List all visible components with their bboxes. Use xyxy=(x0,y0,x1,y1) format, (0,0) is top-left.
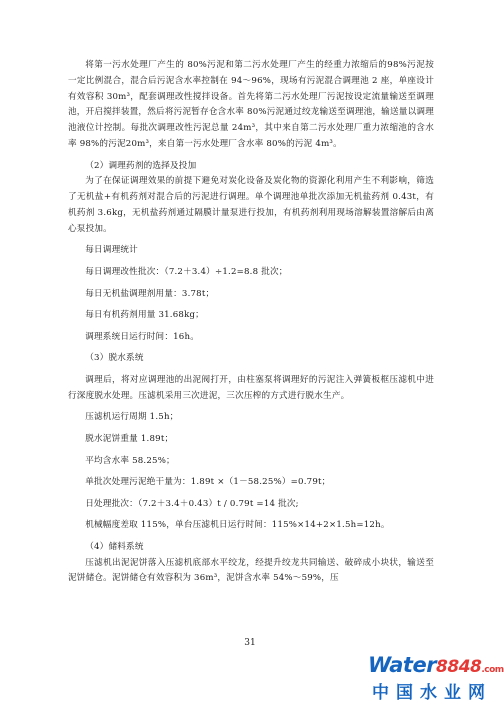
line-press-cycle: 压滤机运行周期 1.5h； xyxy=(85,412,179,423)
line-daily-batches: 每日调理改性批次：（7.2＋3.4）÷1.2=8.8 批次； xyxy=(85,266,288,277)
section-heading-storage: （4）储料系统 xyxy=(85,541,144,552)
subheading-daily-stats: 每日调理统计 xyxy=(85,245,138,256)
line-daily-press-batches: 日处理批次：（7.2＋3.4＋0.43）t / 0.79t =14 批次; xyxy=(85,498,299,509)
logo-chinese-name: 中国水业网 xyxy=(372,683,492,703)
line-organic-dosage: 每日有机药剂用量 31.68kg； xyxy=(85,310,204,321)
body-text xyxy=(68,58,434,587)
paragraph-conditioning-agents: 为了在保证调理效果的前提下避免对炭化设备及炭化物的资源化利用产生不利影响，筛选了无机盐+有机药剂对混合后的污泥进行调理。单个调理池单批次添加无机盐药剂 0.43t，有机药剂 3.6kg，无机盐药剂通过隔膜计量泵进行投加，有机药剂利用现场溶解装置溶解后由离心泵投加。 xyxy=(68,176,434,234)
paragraph-storage: 压滤机出泥泥饼落入压滤机底部水平绞龙，经提升绞龙共同输送、破碎成小块状，输送至泥饼储仓。泥饼储仓有效容积为 36m³，泥饼含水率 54%～59%，压 xyxy=(68,557,434,584)
logo-domain-suffix: .com xyxy=(481,665,504,675)
line-moisture-content: 平均含水率 58.25%； xyxy=(85,455,175,466)
paragraph-sludge-mixing: 将第一污水处理厂产生的 80%污泥和第二污水处理厂产生的经重力浓缩后的98%污泥按一定比例混合，混合后污泥含水率控制在 94～96%，现场有污泥混合调理池 2 座，单座设计有效容积 30m³，配套调理改性搅拌设备。首先将第二污水处理厂污泥按设定流量输送至调理池，开启搅拌装置，然后将污泥暂存仓含水率 80%污泥通过绞龙输送至调理池，输送量以调理池液位计控制。每批次调理改性污泥总量 24m³，其中来自第二污水处理厂重力浓缩池的含水率 98%的污泥20m³，来自第一污水处理厂含水率 80%的污泥 4m³。 xyxy=(68,60,434,149)
logo-number: 8848 xyxy=(436,657,482,677)
line-inorganic-dosage: 每日无机盐调理剂用量：3.78t； xyxy=(85,288,215,299)
paragraph-dewatering: 调理后，将对应调理池的出泥阀打开，由柱塞泵将调理好的污泥注入弹簧板框压滤机中进行深度脱水处理。压滤机采用三次进泥，三次压榨的方式进行脱水生产。 xyxy=(68,374,434,401)
logo-wordmark xyxy=(368,653,504,681)
logo-word: Water xyxy=(368,653,437,677)
section-heading-conditioning-agents: （2）调理药剂的选择及投加 xyxy=(85,160,197,171)
line-cake-weight: 脱水泥饼重量 1.89t； xyxy=(85,433,174,444)
page-number: 31 xyxy=(244,638,256,648)
line-press-runtime: 机械幅度差取 115%，单台压滤机日运行时间：115%×14+2×1.5h=12h。 xyxy=(85,520,390,531)
line-daily-runtime: 调理系统日运行时间：16h。 xyxy=(85,331,199,342)
line-dry-solids: 单批次处理污泥绝干量为：1.89t ×（1－58.25%）=0.79t； xyxy=(85,477,331,488)
section-heading-dewatering: （3）脱水系统 xyxy=(85,353,144,364)
water8848-logo xyxy=(368,653,504,704)
